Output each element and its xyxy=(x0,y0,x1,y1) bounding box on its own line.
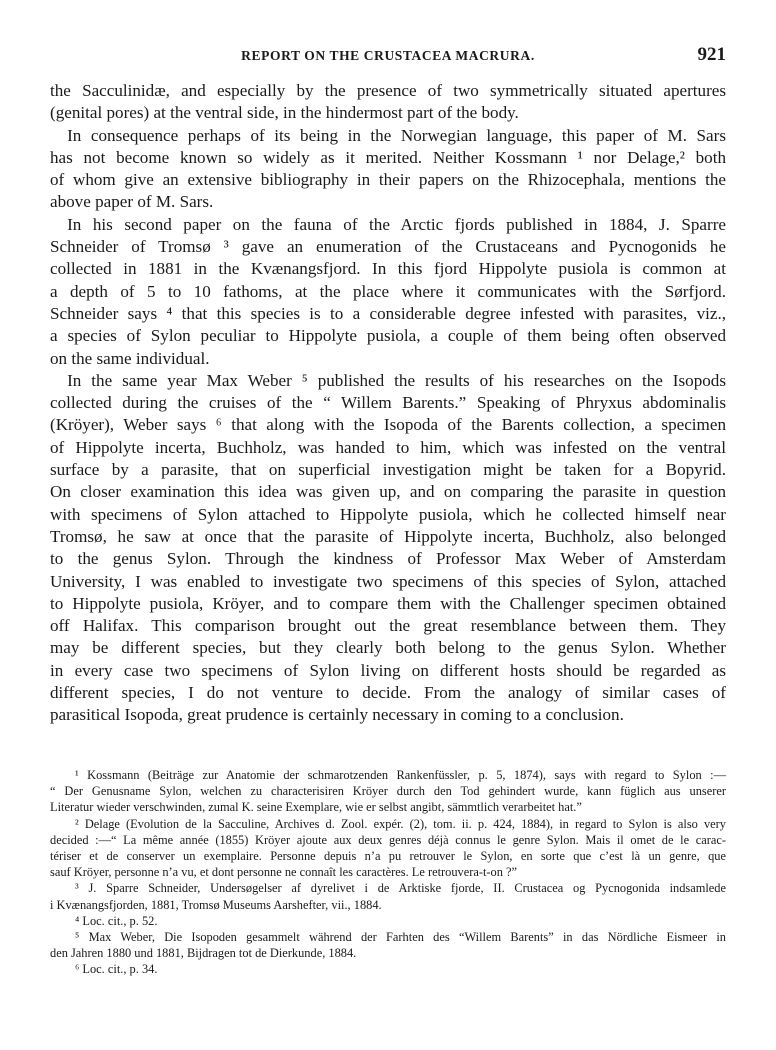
body-line: may be different species, but they clearly both belong to the genus Sylon. Whether xyxy=(50,638,726,658)
body-line: to the genus Sylon. Through the kindness of Professor Max Weber of Amsterdam xyxy=(50,549,726,569)
running-head: REPORT ON THE CRUSTACEA MACRURA. xyxy=(241,48,535,63)
footnote-line: i Kvænangsfjorden, 1881, Tromsø Museums Aarshefter, vii., 1884. xyxy=(50,897,382,912)
footnote-line: Literatur wieder verschwinden, zumal K. seine Exemplare, wie er selbst angibt, sämmtlich verarbeitet hat.” xyxy=(50,800,582,815)
body-line: Schneider of Tromsø ³ gave an enumeration of the Crustaceans and Pycnogonids he xyxy=(50,237,726,257)
footnotes xyxy=(50,767,726,978)
body-line: a species of Sylon peculiar to Hippolyte pusiola, a couple of them being often observed xyxy=(50,326,726,346)
body-line: off Halifax. This comparison brought out the great resemblance between them. They xyxy=(50,616,726,636)
footnote-line: ¹ Kossmann (Beiträge zur Anatomie der schmarotzenden Rankenfüssler, p. 5, 1874), says with regard to Sylon :— xyxy=(75,768,726,782)
page-number: 921 xyxy=(697,44,726,65)
body-line: Tromsø, he saw at once that the parasite of Hippolyte incerta, Buchholz, also belonged xyxy=(50,526,726,546)
body-line: In the same year Max Weber ⁵ published the results of his researches on the Isopods xyxy=(50,370,726,390)
footnote-line: sauf Kröyer, personne n’a vu, et dont personne ne connaît les caractères. Le retrouvera-t-on ?” xyxy=(50,865,518,880)
footnote-line: ⁶ Loc. cit., p. 34. xyxy=(75,962,158,977)
body-line: different species, I do not venture to decide. From the analogy of similar cases of xyxy=(50,683,726,703)
footnote-line: ² Delage (Evolution de la Sacculine, Archives d. Zool. expér. (2), tom. ii. p. 424, 1884), in regard to Sylon is also very xyxy=(75,816,726,831)
footnote-line: tériser et de conserver un exemplaire. Personne depuis n’a pu retrouver le Sylon, en sorte que c’est là un genre, que xyxy=(50,849,726,864)
body-line: of Hippolyte incerta, Buchholz, was handed to him, which was infested on the ventral xyxy=(50,437,726,457)
body-line: On closer examination this idea was given up, and on comparing the parasite in question xyxy=(50,482,726,502)
body-text xyxy=(50,80,726,727)
body-line: University, I was enabled to investigate two specimens of this species of Sylon, attached xyxy=(50,571,726,591)
footnote-line: decided :—“ La même année (1855) Kröyer ajoute aux deux genres déjà connus le genre Sylon. Mais il omet de le carac- xyxy=(50,832,726,847)
body-line: In his second paper on the fauna of the Arctic fjords published in 1884, J. Sparre xyxy=(50,214,726,234)
page-header xyxy=(50,44,726,68)
body-line: on the same individual. xyxy=(50,348,210,368)
body-line: of whom give an extensive bibliography in their papers on the Rhizocephala, mentions the xyxy=(50,170,726,190)
body-line: surface by a parasite, that on superficial investigation might be taken for a Bopyrid. xyxy=(50,460,726,480)
footnote-line: “ Der Genusname Sylon, welchen zu characterisiren Kröyer durch den Tod gehindert wurde, kann füglich aus unserer xyxy=(50,784,726,799)
body-line: a depth of 5 to 10 fathoms, at the place where it communicates with the Sørfjord. xyxy=(50,281,726,301)
body-line: collected during the cruises of the “ Willem Barents.” Speaking of Phryxus abdominalis xyxy=(50,393,726,413)
body-line: Schneider says ⁴ that this species is to a considerable degree infested with parasites, viz., xyxy=(50,303,726,323)
footnote-line: ⁵ Max Weber, Die Isopoden gesammelt während der Farhten des “Willem Barents” in das Nördliche Eismeer in xyxy=(75,930,726,945)
body-line: collected in 1881 in the Kvænangsfjord. In this fjord Hippolyte pusiola is common at xyxy=(50,259,726,279)
body-line: above paper of M. Sars. xyxy=(50,192,214,212)
body-line: parasitical Isopoda, great prudence is certainly necessary in coming to a conclusion. xyxy=(50,705,624,725)
footnote-line: den Jahren 1880 und 1881, Bijdragen tot de Dierkunde, 1884. xyxy=(50,946,357,961)
body-line: (genital pores) at the ventral side, in the hindermost part of the body. xyxy=(50,103,519,123)
body-line: in every case two specimens of Sylon living on different hosts should be regarded as xyxy=(50,660,726,680)
body-line: to Hippolyte pusiola, Kröyer, and to compare them with the Challenger specimen obtained xyxy=(50,593,726,613)
body-line: with specimens of Sylon attached to Hippolyte pusiola, which he collected himself near xyxy=(50,504,726,524)
body-line: has not become known so widely as it merited. Neither Kossmann ¹ nor Delage,² both xyxy=(50,147,726,167)
footnote-line: ³ J. Sparre Schneider, Undersøgelser af dyrelivet i de Arktiske fjorde, II. Crustacea og Pycnogonida indsamlede xyxy=(75,881,726,896)
body-line: the Sacculinidæ, and especially by the presence of two symmetrically situated apertures xyxy=(50,81,726,100)
body-line: In consequence perhaps of its being in the Norwegian language, this paper of M. Sars xyxy=(50,125,726,145)
footnote-line: ⁴ Loc. cit., p. 52. xyxy=(75,913,158,928)
body-line: (Kröyer), Weber says ⁶ that along with the Isopoda of the Barents collection, a specimen xyxy=(50,415,726,435)
